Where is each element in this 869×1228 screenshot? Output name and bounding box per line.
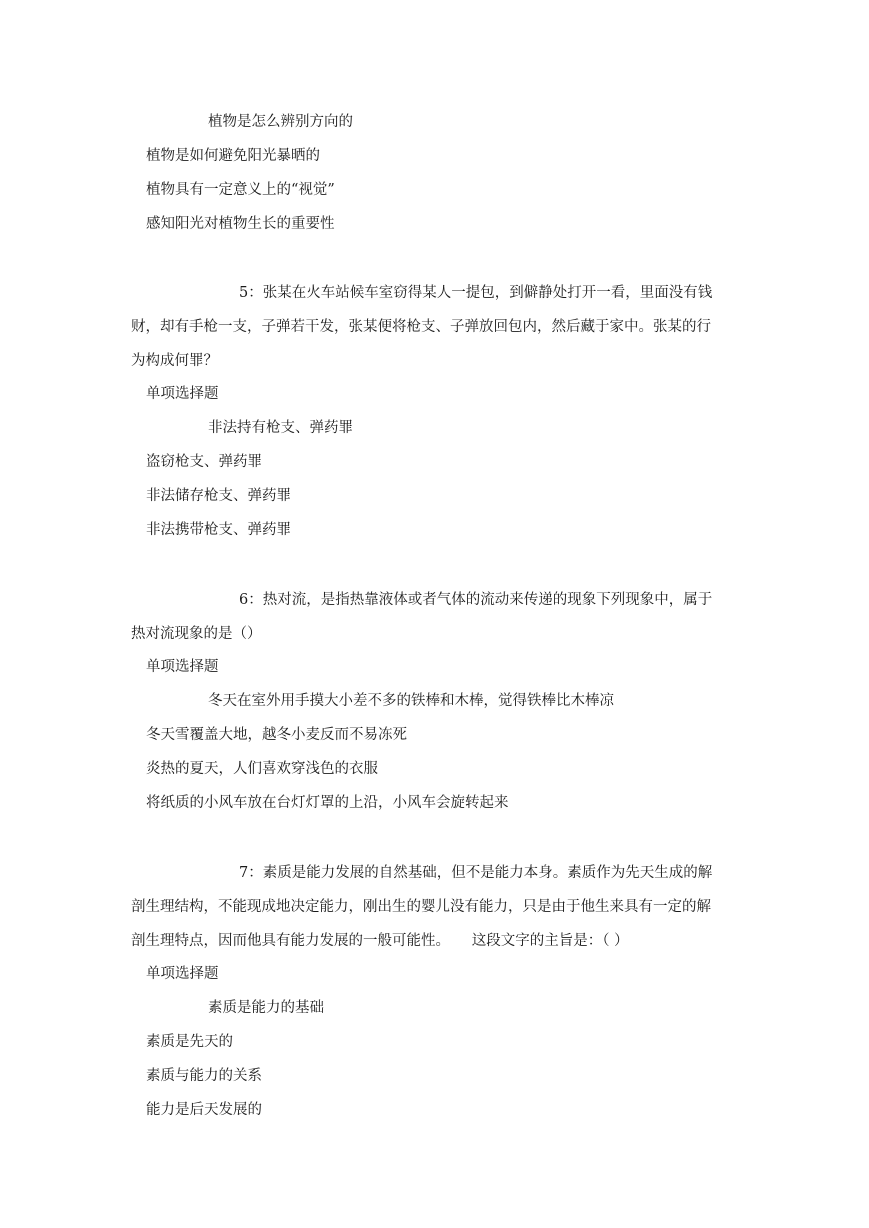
question-6-stem xyxy=(131,583,737,651)
question-7-line-3: 剖生理特点，因而他具有能力发展的一般可能性。 这段文字的主旨是：（ ） xyxy=(131,933,629,949)
question-7-option-4: 能力是后天发展的 xyxy=(146,1102,262,1118)
question-6-line-1: 6：热对流，是指热靠液体或者气体的流动来传递的现象下列现象中，属于 xyxy=(239,592,713,608)
question-5-line-2: 财，却有手枪一支，子弹若干发，张某便将枪支、子弹放回包内，然后藏于家中。张某的行 xyxy=(131,319,711,335)
question-5-type: 单项选择题 xyxy=(146,386,219,402)
option-1: 植物是怎么辨别方向的 xyxy=(208,114,353,130)
question-5-line-1: 5：张某在火车站候车室窃得某人一提包，到僻静处打开一看，里面没有钱 xyxy=(239,285,713,301)
question-5-option-4: 非法携带枪支、弹药罪 xyxy=(146,522,291,538)
question-5-option-2: 盗窃枪支、弹药罪 xyxy=(146,454,262,470)
question-6-line-2: 热对流现象的是（） xyxy=(131,626,262,642)
question-6-type: 单项选择题 xyxy=(146,659,219,675)
question-6-option-4: 将纸质的小风车放在台灯灯罩的上沿，小风车会旋转起来 xyxy=(146,795,509,811)
question-5-option-3: 非法储存枪支、弹药罪 xyxy=(146,488,291,504)
question-6-option-1: 冬天在室外用手摸大小差不多的铁棒和木棒，觉得铁棒比木棒凉 xyxy=(208,693,614,709)
option-4: 感知阳光对植物生长的重要性 xyxy=(146,216,335,232)
option-2: 植物是如何避免阳光暴晒的 xyxy=(146,148,320,164)
question-7-stem xyxy=(131,856,737,958)
question-7-option-3: 素质与能力的关系 xyxy=(146,1068,262,1084)
question-7-type: 单项选择题 xyxy=(146,966,219,982)
option-3: 植物具有一定意义上的“视觉” xyxy=(146,182,335,198)
question-6-option-2: 冬天雪覆盖大地，越冬小麦反而不易冻死 xyxy=(146,727,407,743)
question-5-line-3: 为构成何罪？ xyxy=(131,353,218,369)
question-7-line-2: 剖生理结构，不能现成地决定能力，刚出生的婴儿没有能力，只是由于他生来具有一定的解 xyxy=(131,899,711,915)
question-7-option-2: 素质是先天的 xyxy=(146,1034,233,1050)
question-7-line-1: 7：素质是能力发展的自然基础，但不是能力本身。素质作为先天生成的解 xyxy=(239,865,713,881)
question-5-option-1: 非法持有枪支、弹药罪 xyxy=(208,420,353,436)
question-6-option-3: 炎热的夏天，人们喜欢穿浅色的衣服 xyxy=(146,761,378,777)
question-5-stem xyxy=(131,276,737,378)
question-7-option-1: 素质是能力的基础 xyxy=(208,1000,324,1016)
